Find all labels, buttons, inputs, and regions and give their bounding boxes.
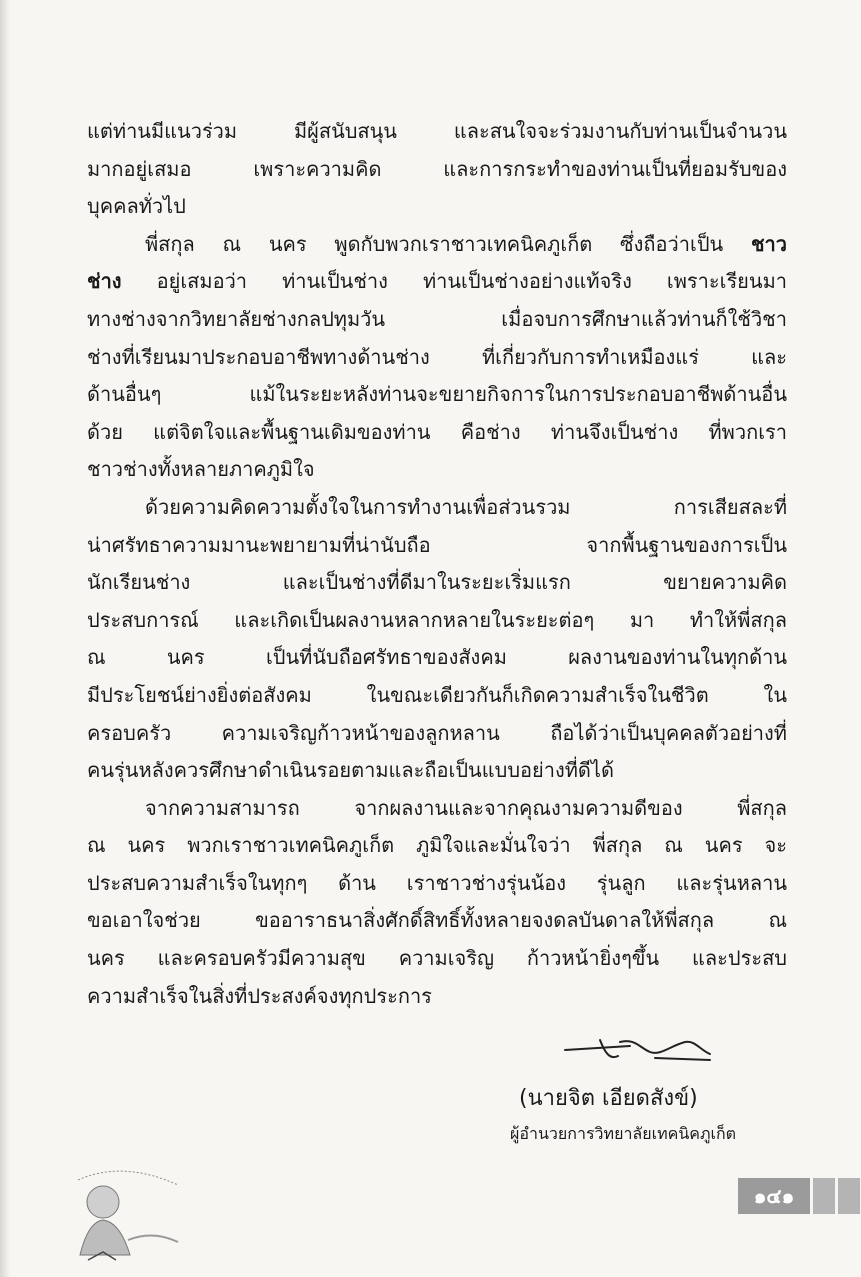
signer-title: ผู้อำนวยการวิทยาลัยเทคนิคภูเก็ต [510, 1124, 737, 1143]
bold-word: ชาว [750, 231, 787, 256]
signer-name: (นายจิต เอียดสังข์) [519, 1086, 698, 1111]
text-line: ทางช่างจากวิทยาลัยช่างกลปทุมวัน เมื่อจบการศึกษาแล้วท่านก็ใช้วิชา [87, 306, 787, 331]
page-edge [0, 0, 10, 1277]
text-line: ด้วย แต่จิตใจและพื้นฐานเดิมของท่าน คือช่าง ท่านจึงเป็นช่าง ที่พวกเรา [87, 419, 787, 444]
text-line: มากอยู่เสมอ เพราะความคิด และการกระทำของท่านเป็นที่ยอมรับของ [87, 156, 787, 181]
text-line: ความสำเร็จในสิ่งที่ประสงค์จงทุกประการ [87, 983, 432, 1008]
text-line: นักเรียนช่าง และเป็นช่างที่ดีมาในระยะเริ่มแรก ขยายความคิด [87, 570, 787, 595]
text-line: ชาวช่างทั้งหลายภาคภูมิใจ [87, 457, 315, 482]
text-segment: พี่สกุล ณ นคร พูดกับพวกเราชาวเทคนิคภูเก็ต ซึ่งถือว่าเป็น [145, 231, 724, 256]
page-number: ๑๔๑ [738, 1178, 810, 1214]
text-line [87, 226, 787, 264]
text-line: นคร และครอบครัวมีความสุข ความเจริญ ก้าวหน้ายิ่งๆขึ้น และประสบ [87, 946, 787, 971]
text-line: ด้านอื่นๆ แม้ในระยะหลังท่านจะขยายกิจการในการประกอบอาชีพด้านอื่น [87, 382, 787, 407]
text-line: มีประโยชน์ย่างยิ่งต่อสังคม ในขณะเดียวกันก็เกิดความสำเร็จในชีวิต ใน [87, 682, 787, 707]
text-line: น่าศรัทธาความมานะพยายามที่น่านับถือ จากพื้นฐานของการเป็น [87, 532, 787, 557]
tab-block [838, 1178, 860, 1214]
text-line: ประสบความสำเร็จในทุกๆ ด้าน เราชาวช่างรุ่นน้อง รุ่นลูก และรุ่นหลาน [87, 870, 787, 895]
text-line: ณ นคร เป็นที่นับถือศรัทธาของสังคม ผลงานของท่านในทุกด้าน [87, 645, 787, 670]
portrait-illustration [58, 1160, 188, 1270]
text-line: ช่างที่เรียนมาประกอบอาชีพทางด้านช่าง ที่เกี่ยวกับการทำเหมืองแร่ และ [87, 344, 787, 369]
signature-scribble [560, 1028, 720, 1068]
text-line: ณ นคร พวกเราชาวเทคนิคภูเก็ต ภูมิใจและมั่นใจว่า พี่สกุล ณ นคร จะ [87, 833, 787, 858]
text-line: แต่ท่านมีแนวร่วม มีผู้สนับสนุน และสนใจจะร่วมงานกับท่านเป็นจำนวน [87, 119, 787, 143]
text-line [87, 263, 787, 301]
text-line: ครอบครัว ความเจริญก้าวหน้าของลูกหลาน ถือได้ว่าเป็นบุคคลตัวอย่างที่ [87, 720, 787, 745]
text-line: ประสบการณ์ และเกิดเป็นผลงานหลากหลายในระยะต่อๆ มา ทำให้พี่สกุล [87, 607, 787, 632]
text-line: คนรุ่นหลังควรศึกษาดำเนินรอยตามและถือเป็นแบบอย่างที่ดีได้ [87, 758, 614, 783]
text-line: บุคคลทั่วไป [87, 194, 186, 219]
bold-word: ช่าง [87, 269, 122, 294]
tab-block [813, 1178, 835, 1214]
text-line: จากความสามารถ จากผลงานและจากคุณงามความดีของ พี่สกุล [145, 795, 787, 820]
text-line: ขอเอาใจช่วย ขออาราธนาสิ่งศักดิ์สิทธิ์ทั้งหลายจงดลบันดาลให้พี่สกุล ณ [87, 908, 787, 933]
text-segment: อยู่เสมอว่า ท่านเป็นช่าง ท่านเป็นช่างอย่างแท้จริง เพราะเรียนมา [156, 269, 787, 294]
letter-body [87, 113, 787, 1015]
page-number-tab [738, 1178, 861, 1214]
text-line: ด้วยความคิดความตั้งใจในการทำงานเพื่อส่วนรวม การเสียสละที่ [145, 494, 787, 519]
